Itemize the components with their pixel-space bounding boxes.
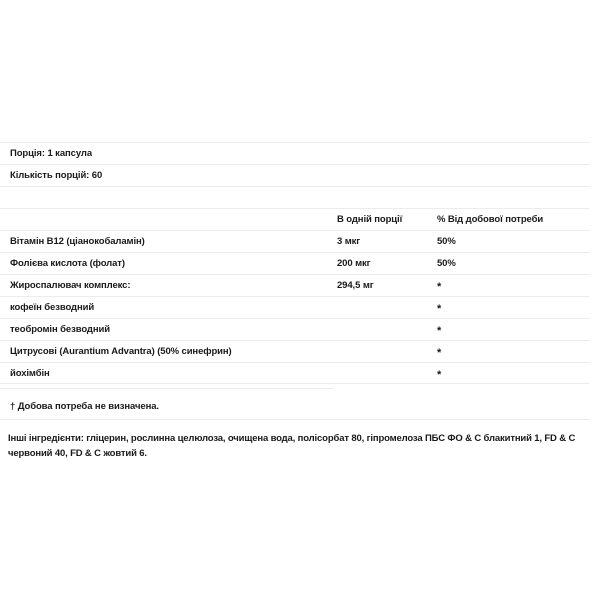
nutrient-name: кофеїн безводний <box>10 302 95 313</box>
nutrient-name: Фолієва кислота (фолат) <box>10 258 125 269</box>
nutrient-name: Цитрусові (Aurantium Advantra) (50% синефрин) <box>10 346 232 357</box>
other-ingredients-text: Інші інгредієнти: гліцерин, рослинна целюлоза, очищена вода, полісорбат 80, гіпромелоза ПБС ФО & C блакитний 1, FD & C червоний 40, FD & C жовтий 6. <box>8 433 576 459</box>
daily-value-footnote: † Добова потреба не визначена. <box>10 401 159 412</box>
column-header-amount-per-serving: В одній порції <box>337 214 403 225</box>
table-row <box>0 318 590 340</box>
nutrient-daily-value: 50% <box>437 236 456 247</box>
nutrient-daily-value: * <box>437 303 442 315</box>
servings-per-container-label: Кількість порцій: 60 <box>10 170 103 181</box>
nutrient-name: теобромін безводний <box>10 324 110 335</box>
table-spacer-row <box>0 186 590 208</box>
table-row <box>0 274 590 296</box>
table-row <box>0 296 590 318</box>
column-header-daily-value: % Від добової потреби <box>437 214 544 225</box>
table-row <box>0 362 590 384</box>
serving-size-label: Порція: 1 капсула <box>10 148 93 159</box>
nutrient-amount: 3 мкг <box>337 236 361 247</box>
nutrient-name: Жироспалювач комплекс: <box>10 280 131 291</box>
nutrient-amount: 294,5 мг <box>337 280 374 291</box>
nutrient-daily-value: * <box>437 325 442 337</box>
nutrient-daily-value: 50% <box>437 258 456 269</box>
footnote-top-divider <box>0 388 333 389</box>
nutrient-daily-value: * <box>437 347 442 359</box>
table-row-serving-size <box>0 142 590 164</box>
nutrient-name: йохімбін <box>10 367 50 379</box>
table-row <box>0 340 590 362</box>
nutrient-daily-value: * <box>437 368 442 381</box>
nutrient-amount: 200 мкг <box>337 258 371 269</box>
nutrient-name: Вітамін B12 (ціанокобаламін) <box>10 236 145 247</box>
table-row <box>0 230 590 252</box>
table-header-row <box>0 208 590 230</box>
table-row <box>0 252 590 274</box>
nutrient-daily-value: * <box>437 281 442 293</box>
footnote-bottom-divider <box>0 419 590 420</box>
supplement-facts-table <box>0 142 590 384</box>
table-row-servings-per-container <box>0 164 590 186</box>
